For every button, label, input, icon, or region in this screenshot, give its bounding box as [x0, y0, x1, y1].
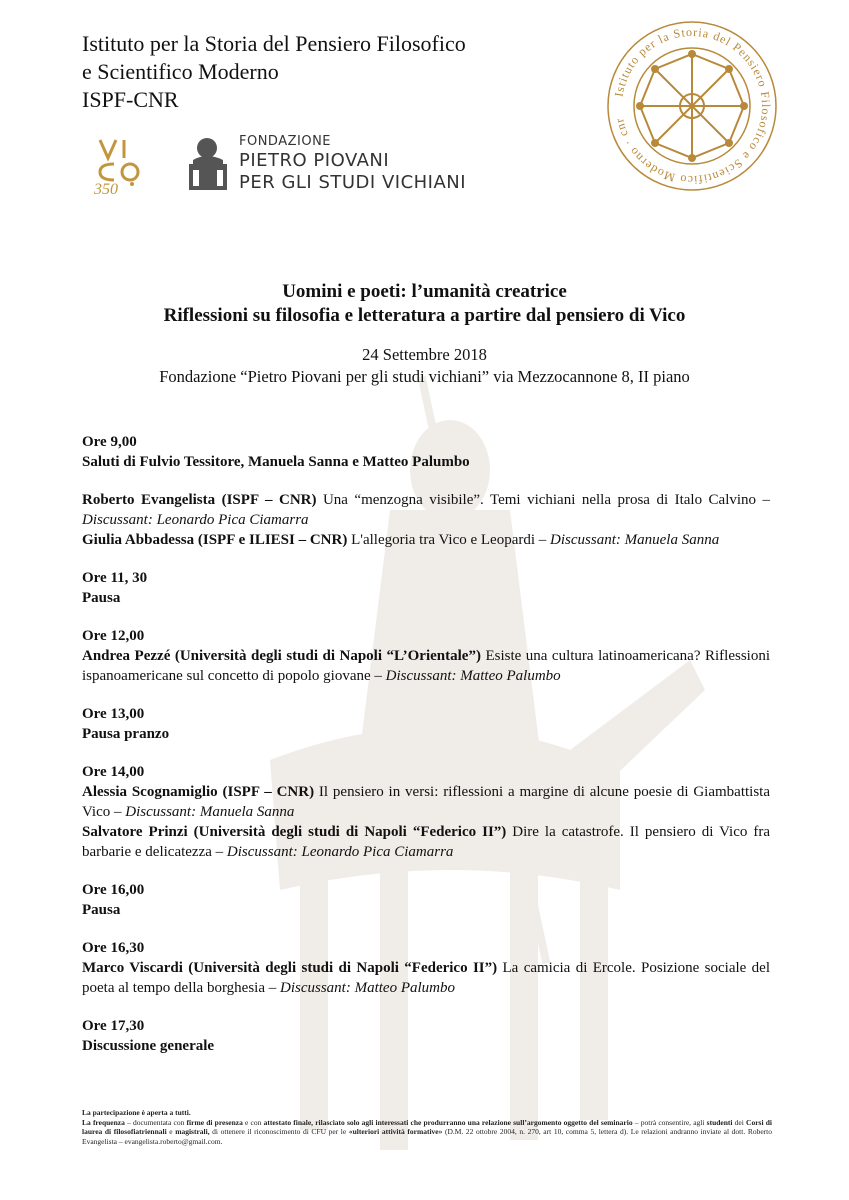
- program-slot: [82, 880, 770, 920]
- talk-discussant: Discussant: Leonardo Pica Ciamarra: [82, 512, 309, 528]
- talk-discussant: Discussant: Manuela Sanna: [550, 532, 720, 548]
- talk-speaker: Alessia Scognamiglio (ISPF – CNR): [82, 784, 315, 800]
- slot-time: Ore 9,00: [82, 434, 137, 450]
- talk-discussant: Discussant: Leonardo Pica Ciamarra: [226, 844, 454, 860]
- slot-label: Pausa: [82, 902, 121, 918]
- slot-label: Pausa pranzo: [82, 726, 170, 742]
- talk-entry: [82, 822, 770, 862]
- talk-speaker: Andrea Pezzé (Università degli studi di Napoli “L’Orientale”): [82, 648, 481, 664]
- footer-notes: [82, 1108, 772, 1146]
- vico-350-logo: [86, 134, 156, 196]
- talk-speaker: Giulia Abbadessa (ISPF e ILIESI – CNR): [82, 532, 348, 548]
- fondazione-label: FONDAZIONE: [239, 134, 332, 149]
- slot-time: Ore 13,00: [82, 706, 145, 722]
- talk-entry: [82, 958, 770, 998]
- slot-time: Ore 11, 30: [82, 570, 148, 586]
- slot-time: Ore 17,30: [82, 1018, 145, 1034]
- svg-text:350: 350: [94, 181, 118, 196]
- talk-title: Esiste una cultura latinoamericana? Riflessioni ispanoamericane sul concetto di popolo giovane –: [82, 648, 770, 684]
- event-title: Uomini e poeti: l’umanità creatrice: [282, 281, 567, 302]
- program-slot: [82, 704, 770, 744]
- program-slot: [82, 626, 770, 686]
- program-slot: [82, 938, 770, 998]
- institute-header: [82, 30, 466, 114]
- talk-entry: [82, 782, 770, 822]
- talk-discussant: Discussant: Matteo Palumbo: [280, 980, 455, 996]
- footer-attendance-note: La frequenza – documentata con firme di presenza e con attestato finale, rilasciato solo agli interessati che produrranno una relazione sull’argomento oggetto del seminario – potrà consentire, agli studenti dei Corsi di laurea di filosofiatriennali e magistrali, di ottenere il riconoscimento di CFU per le «ulteriori attività formative» (D.M. 22 ottobre 2004, n. 270, art 10, comma 5, lettera d). Le relazioni andranno inviate al dott. Roberto Evangelista – evangelista.roberto@gmail.com.: [82, 1117, 772, 1146]
- event-venue: Fondazione “Pietro Piovani per gli studi vichiani” via Mezzocannone 8, II piano: [159, 367, 690, 386]
- fondazione-emblem-icon: [183, 130, 233, 194]
- talk-discussant: Discussant: Manuela Sanna: [125, 804, 295, 820]
- program-schedule: [82, 432, 770, 1074]
- talk-title: L'allegoria tra Vico e Leopardi –: [347, 532, 551, 548]
- event-title-block: [40, 280, 809, 388]
- slot-time: Ore 16,30: [82, 940, 145, 956]
- fondazione-subtitle: PER GLI STUDI VICHIANI: [239, 172, 467, 193]
- ispf-seal-logo: [606, 20, 778, 192]
- program-slot: [82, 762, 770, 862]
- talk-title: Una “menzogna visibile”. Temi vichiani nella prosa di Italo Calvino –: [316, 492, 771, 508]
- svg-text:Istituto per la Storia del Pen: Istituto per la Storia del Pensiero Filosofico e Scientifico Moderno · cnr: [611, 24, 774, 188]
- slot-label: Saluti di Fulvio Tessitore, Manuela Sanna e Matteo Palumbo: [82, 454, 470, 470]
- talk-entry: [82, 530, 770, 550]
- slot-time: Ore 16,00: [82, 882, 145, 898]
- slot-label: Pausa: [82, 590, 121, 606]
- talk-speaker: Marco Viscardi (Università degli studi di Napoli “Federico II”): [82, 960, 498, 976]
- talk-title: La camicia di Ercole. Posizione sociale del poeta al tempo della borghesia –: [82, 960, 771, 996]
- talk-discussant: Discussant: Matteo Palumbo: [385, 668, 561, 684]
- talk-speaker: Salvatore Prinzi (Università degli studi di Napoli “Federico II”): [82, 824, 507, 840]
- program-slot: [82, 1016, 770, 1056]
- program-slot: [82, 432, 770, 550]
- event-subtitle: Riflessioni su filosofia e letteratura a partire dal pensiero di Vico: [163, 305, 686, 326]
- talk-title: Il pensiero in versi: riflessioni a margine di alcune poesie di Giambattista Vico –: [82, 784, 770, 820]
- slot-label: Discussione generale: [82, 1038, 215, 1054]
- program-slot: [82, 568, 770, 608]
- institute-acronym: ISPF-CNR: [82, 87, 179, 112]
- talk-speaker: Roberto Evangelista (ISPF – CNR): [82, 492, 317, 508]
- talk-entry: [82, 490, 770, 530]
- slot-time: Ore 14,00: [82, 764, 145, 780]
- fondazione-piovani-logo: [183, 130, 473, 196]
- fondazione-name: PIETRO PIOVANI: [239, 150, 390, 171]
- slot-time: Ore 12,00: [82, 628, 145, 644]
- talk-title: Dire la catastrofe. Il pensiero di Vico fra barbarie e delicatezza –: [82, 824, 770, 860]
- footer-participation-note: La partecipazione è aperta a tutti.: [82, 1108, 191, 1117]
- institute-name-line2: e Scientifico Moderno: [82, 59, 279, 84]
- talk-entry: [82, 646, 770, 686]
- event-date: 24 Settembre 2018: [362, 345, 487, 364]
- institute-name-line1: Istituto per la Storia del Pensiero Filosofico: [82, 31, 466, 56]
